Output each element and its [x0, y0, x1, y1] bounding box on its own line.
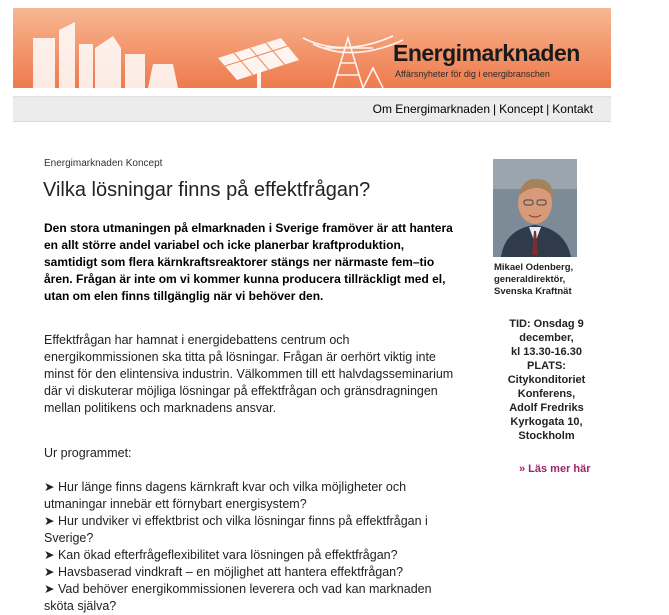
nav-link-om[interactable]: Om Energimarknaden — [372, 102, 490, 116]
list-item: ➤ Havsbaserad vindkraft – en möjlighet att hantera effektfrågan? — [44, 565, 404, 579]
page-title: Vilka lösningar finns på effektfrågan? — [43, 179, 371, 201]
list-item: ➤ Vad behöver energikommissionen leverera och vad kan marknaden sköta själva? — [44, 582, 432, 613]
program-heading: Ur programmet: — [44, 446, 132, 460]
article-lead: Den stora utmaningen på elmarknaden i Sverige framöver är att hantera en allt större andel variabel och icke planerbar kraftproduktion, samtidigt som flera kärnkraftsreaktorer stängs ner närmaste fem–tio åren. Frågan är inte om vi kommer kunna producera tillräckligt med el, utan om elen finns tillgänglig när vi behöver den. — [44, 221, 453, 303]
arrow-bullet-icon: ➤ — [44, 565, 55, 579]
speaker-caption: Mikael Odenberg, generaldirektör, Svenska Kraftnät — [494, 262, 574, 297]
read-more-link[interactable]: » Läs mer här — [519, 463, 591, 475]
list-item: ➤ Kan ökad efterfrågeflexibilitet vara lösningen på effektfrågan? — [44, 548, 398, 562]
site-tagline: Affärsnyheter för dig i energibranschen — [395, 69, 550, 79]
nav-links — [373, 102, 593, 116]
article-body: Effektfrågan har hamnat i energidebattens centrum och energikommissionen ska titta på lösningar. Frågan är oerhört viktig inte minst för den elintensiva industrin. Välkommen till ett halvdagsseminarium där vi diskuterar möjliga lösningar på effektfrågan och gränsdragningen mellan politikens och marknadens ansvar. — [44, 333, 454, 415]
arrow-bullet-icon: ➤ — [44, 514, 55, 528]
arrow-bullet-icon: ➤ — [44, 548, 55, 562]
nav-separator: | — [546, 102, 550, 116]
nav-separator: | — [493, 102, 497, 116]
arrow-bullet-icon: ➤ — [44, 480, 55, 494]
speaker-photo — [493, 159, 577, 257]
list-item: ➤ Hur undviker vi effektbrist och vilka lösningar finns på effektfrågan i Sverige? — [44, 514, 428, 545]
arrow-bullet-icon: ➤ — [44, 582, 55, 596]
nav-link-kontakt[interactable]: Kontakt — [552, 102, 593, 116]
top-navigation — [13, 96, 611, 122]
site-logo[interactable]: Energimarknaden — [393, 40, 580, 66]
program-list — [44, 479, 456, 615]
solar-panel-icon — [218, 38, 299, 88]
list-item: ➤ Hur länge finns dagens kärnkraft kvar och vilka möjligheter och utmaningar innebär ett förnybart energisystem? — [44, 480, 407, 511]
event-info: TID: Onsdag 9 december, kl 13.30-16.30 PLATS: Citykonditoriet Konferens, Adolf Fredriks Kyrkogata 10, Stockholm — [507, 318, 586, 442]
power-pylon-icon — [303, 36, 403, 88]
breadcrumb: Energimarknaden Koncept — [44, 158, 163, 169]
header-banner — [13, 8, 611, 88]
nav-link-koncept[interactable]: Koncept — [499, 102, 544, 116]
